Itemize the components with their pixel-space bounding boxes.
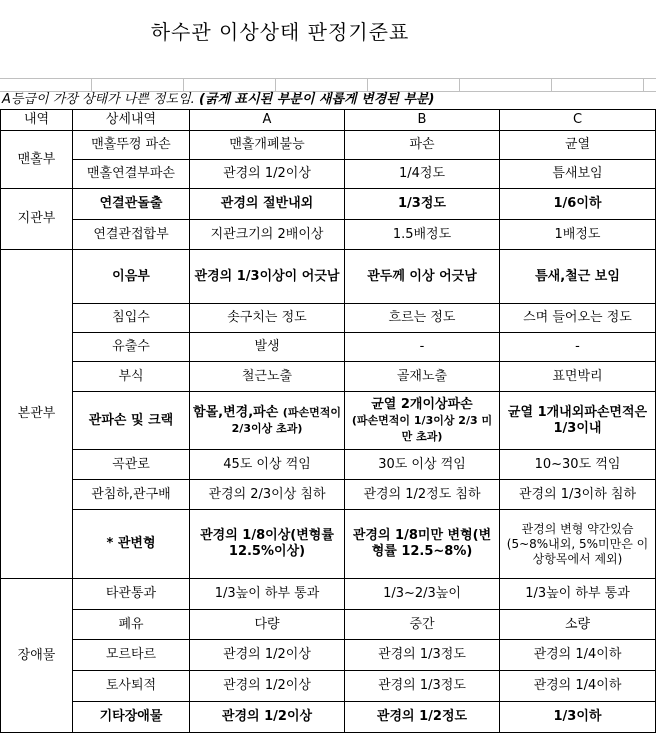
grade-c-cell: 틈새,철근 보임 [500, 250, 656, 304]
spreadsheet-gridlines [0, 78, 656, 92]
table-row [1, 702, 656, 733]
detail-cell: 유출수 [73, 333, 190, 362]
grade-b-cell: 관경의 1/8미만 변형(변형률 12.5~8%) [345, 510, 500, 579]
table-row [1, 160, 656, 189]
grade-a-cell: 관경의 1/2이상 [190, 702, 345, 733]
header-grade-a: A [190, 110, 345, 131]
table-row [1, 450, 656, 480]
grade-b-main: 균열 2개이상파손 [371, 396, 473, 412]
table-row [1, 362, 656, 392]
table-row [1, 304, 656, 333]
grade-b-cell: 관경의 1/2정도 [345, 702, 500, 733]
grade-c-cell: - [500, 333, 656, 362]
detail-cell: 부식 [73, 362, 190, 392]
grade-c-cell: 틈새보임 [500, 160, 656, 189]
grade-b-cell: 파손 [345, 131, 500, 160]
grade-c-cell: 10~30도 꺽임 [500, 450, 656, 480]
grade-c-cell: 1배정도 [500, 220, 656, 250]
grade-a-cell: 발생 [190, 333, 345, 362]
grade-c-cell: 균열 1개내외파손면적은 1/3이내 [500, 392, 656, 450]
table-row [1, 250, 656, 304]
table-row [1, 131, 656, 160]
table-row [1, 189, 656, 220]
detail-cell: 기타장애물 [73, 702, 190, 733]
grade-b-cell: 30도 이상 꺽임 [345, 450, 500, 480]
header-grade-c: C [500, 110, 656, 131]
table-row [1, 510, 656, 579]
detail-cell: 침입수 [73, 304, 190, 333]
grade-c-cell: 1/3이하 [500, 702, 656, 733]
grade-c-cell: 1/3높이 하부 통과 [500, 579, 656, 610]
grade-c-cell: 1/6이하 [500, 189, 656, 220]
grade-c-cell: 소량 [500, 610, 656, 640]
group-manhole: 맨홀부 [1, 131, 73, 189]
grade-c-cell: 표면박리 [500, 362, 656, 392]
grade-a-cell: 관경의 1/3이상이 어긋남 [190, 250, 345, 304]
grade-b-cell: 관경의 1/3정도 [345, 671, 500, 702]
table-row [1, 333, 656, 362]
detail-cell: * 관변형 [73, 510, 190, 579]
table-row [1, 671, 656, 702]
grade-b-cell: 관두께 이상 어긋남 [345, 250, 500, 304]
detail-cell: 모르타르 [73, 640, 190, 671]
detail-cell: 토사퇴적 [73, 671, 190, 702]
criteria-table [0, 109, 656, 733]
grade-a-cell: 관경의 1/2이상 [190, 640, 345, 671]
table-row [1, 220, 656, 250]
grade-a-cell: 관경의 1/2이상 [190, 671, 345, 702]
grade-b-cell: 관경의 1/3정도 [345, 640, 500, 671]
grade-a-cell: 맨홀개폐불능 [190, 131, 345, 160]
grade-a-cell: 관경의 절반내외 [190, 189, 345, 220]
detail-cell: 폐유 [73, 610, 190, 640]
group-main-pipe: 본관부 [1, 250, 73, 579]
grade-c-cell: 관경의 변형 약간있슴(5~8%내외, 5%미만은 이상항목에서 제외) [500, 510, 656, 579]
grade-a-cell: 관경의 2/3이상 침하 [190, 480, 345, 510]
table-row [1, 480, 656, 510]
table-row [1, 610, 656, 640]
grade-note-main: A등급이 가장 상태가 나쁜 정도임. [2, 92, 199, 107]
group-obstacle: 장애물 [1, 579, 73, 733]
grade-b-sub: (파손면적이 1/3이상 2/3 미만 초과) [351, 413, 493, 443]
grade-a-cell: 다량 [190, 610, 345, 640]
grade-a-cell: 관경의 1/2이상 [190, 160, 345, 189]
header-detail: 상세내역 [73, 110, 190, 131]
grade-c-cell: 관경의 1/4이하 [500, 640, 656, 671]
header-row [1, 110, 656, 131]
grade-c-cell: 관경의 1/3이하 침하 [500, 480, 656, 510]
grade-c-cell: 스며 들어오는 정도 [500, 304, 656, 333]
grade-a-cell: 솟구치는 정도 [190, 304, 345, 333]
grade-a-cell: 지관크기의 2배이상 [190, 220, 345, 250]
grade-b-cell: 관경의 1/2정도 침하 [345, 480, 500, 510]
grade-a-sub: (파손면적이 2/3이상 초과) [231, 405, 341, 435]
detail-cell: 이음부 [73, 250, 190, 304]
grade-a-cell: 철근노출 [190, 362, 345, 392]
table-row [1, 579, 656, 610]
table-row [1, 392, 656, 450]
grade-c-cell: 균열 [500, 131, 656, 160]
detail-cell: 관파손 및 크랙 [73, 392, 190, 450]
grade-a-main: 함몰,변경,파손 [193, 404, 279, 420]
header-grade-b: B [345, 110, 500, 131]
page-title: 하수관 이상상태 판정기준표 [150, 20, 410, 44]
grade-a-cell [190, 392, 345, 450]
detail-cell: 곡관로 [73, 450, 190, 480]
grade-b-cell [345, 392, 500, 450]
grade-a-cell: 1/3높이 하부 통과 [190, 579, 345, 610]
group-branch: 지관부 [1, 189, 73, 250]
detail-cell: 연결관돌출 [73, 189, 190, 220]
detail-cell: 맨홀뚜껑 파손 [73, 131, 190, 160]
detail-cell: 연결관접합부 [73, 220, 190, 250]
grade-a-cell: 45도 이상 꺽임 [190, 450, 345, 480]
table-row [1, 640, 656, 671]
grade-b-cell: 1/3정도 [345, 189, 500, 220]
grade-a-cell: 관경의 1/8이상(변형률 12.5%이상) [190, 510, 345, 579]
grade-b-cell: 골재노출 [345, 362, 500, 392]
detail-cell: 맨홀연결부파손 [73, 160, 190, 189]
grade-note [2, 91, 652, 108]
grade-b-cell: 1/3~2/3높이 [345, 579, 500, 610]
grade-b-cell: 1/4정도 [345, 160, 500, 189]
grade-b-cell: 중간 [345, 610, 500, 640]
detail-cell: 관침하,관구배 [73, 480, 190, 510]
detail-cell: 타관통과 [73, 579, 190, 610]
grade-b-cell: - [345, 333, 500, 362]
grade-b-cell: 1.5배정도 [345, 220, 500, 250]
grade-b-cell: 흐르는 정도 [345, 304, 500, 333]
grade-note-emphasis: (굵게 표시된 부분이 새롭게 변경된 부분) [198, 92, 435, 107]
grade-c-cell: 관경의 1/4이하 [500, 671, 656, 702]
header-category: 내역 [1, 110, 73, 131]
